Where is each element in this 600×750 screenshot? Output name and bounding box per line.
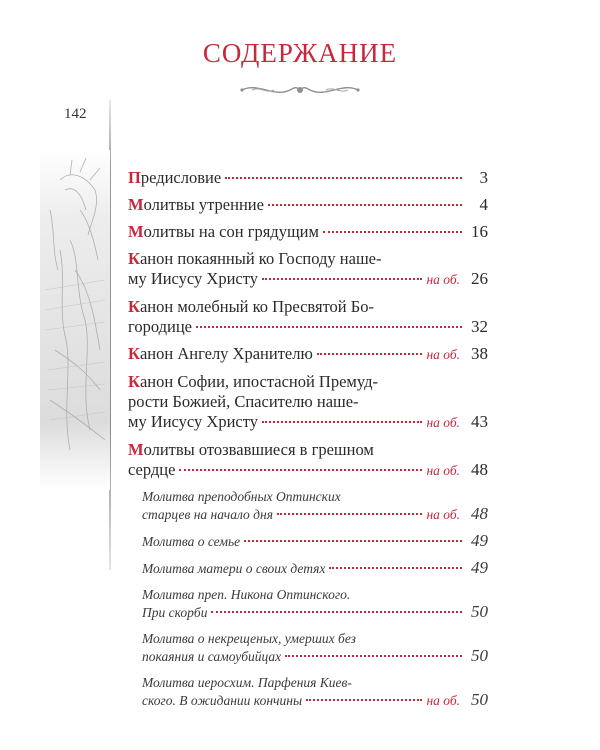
toc-entry-text: Молитва иеросхим. Парфения Киев-	[142, 675, 352, 690]
toc-entry-text: Канон Софии, ипостасной Премуд-	[128, 372, 378, 391]
toc-page-number: 4	[479, 195, 488, 214]
dot-leader	[277, 513, 422, 515]
toc-initial-letter: К	[128, 344, 140, 363]
toc-entry[interactable]	[128, 222, 488, 242]
toc-entry-title	[128, 222, 488, 242]
toc-entry-text: Предисловие	[128, 168, 222, 187]
toc-entry[interactable]	[128, 372, 488, 433]
toc-entry[interactable]	[128, 297, 488, 337]
toc-entry-title	[142, 586, 488, 621]
toc-entry-title	[128, 168, 488, 188]
toc-entry-text: Молитва о семье	[142, 534, 241, 549]
toc-page-number: 48	[471, 460, 488, 479]
toc-note: на об.	[426, 507, 460, 522]
toc-entry[interactable]	[128, 195, 488, 215]
toc-sub-entry[interactable]	[128, 532, 488, 550]
toc-entry-text: покаяния и самоубийцах	[142, 649, 282, 664]
dot-leader	[244, 540, 462, 542]
toc-entry-title	[142, 674, 488, 709]
toc-initial-letter: К	[128, 297, 140, 316]
toc-sub-entry[interactable]	[128, 674, 488, 709]
dot-leader	[268, 204, 462, 206]
toc-entry-text: Канон покаянный ко Господу наше-	[128, 249, 382, 268]
toc-page-number: 50	[471, 602, 488, 621]
toc-entry[interactable]	[128, 440, 488, 481]
dot-leader	[323, 231, 462, 233]
toc-page-number: 49	[471, 531, 488, 550]
toc-entry-title	[128, 195, 488, 215]
toc-note: на об.	[426, 463, 460, 478]
toc-entry-title	[142, 630, 488, 665]
table-of-contents	[128, 168, 488, 718]
toc-sub-entry[interactable]	[128, 586, 488, 621]
toc-page-number: 3	[479, 168, 488, 187]
toc-entry-text: Молитвы на сон грядущим	[128, 222, 319, 241]
toc-entry-title	[142, 488, 488, 523]
dot-leader	[262, 278, 422, 280]
toc-entry-text: Молитвы утренние	[128, 195, 264, 214]
toc-page-number: 48	[471, 504, 488, 523]
dot-leader	[317, 353, 423, 355]
toc-entry-text: Канон Ангелу Хранителю	[128, 344, 313, 363]
toc-page-number: 32	[471, 317, 488, 336]
toc-entry-title	[128, 249, 488, 290]
dot-leader	[211, 611, 462, 613]
toc-entry-text: городице	[128, 317, 193, 336]
toc-page-number: 43	[471, 412, 488, 431]
dot-leader	[285, 655, 462, 657]
toc-entry-text: Молитва преп. Никона Оптинского.	[142, 587, 351, 602]
toc-entry-text: ского. В ожидании кончины	[142, 693, 303, 708]
toc-entry-text: му Иисусу Христу	[128, 412, 258, 431]
toc-page-number: 50	[471, 646, 488, 665]
toc-page-number: 38	[471, 344, 488, 363]
toc-entry-text: му Иисусу Христу	[128, 269, 258, 288]
toc-note: на об.	[426, 347, 460, 362]
toc-sub-entry[interactable]	[128, 488, 488, 523]
dot-leader	[179, 469, 422, 471]
toc-entry-text: Молитвы отозвавшиеся в грешном	[128, 440, 374, 459]
toc-page-number: 16	[471, 222, 488, 241]
page-title: СОДЕРЖАНИЕ	[202, 38, 398, 68]
dot-leader	[306, 699, 422, 701]
toc-entry-text: Молитва преподобных Оптинских	[142, 489, 341, 504]
toc-page-number: 26	[471, 269, 488, 288]
toc-initial-letter: К	[128, 249, 140, 268]
toc-note: на об.	[426, 415, 460, 430]
toc-initial-letter: П	[128, 168, 141, 187]
toc-entry[interactable]	[128, 168, 488, 188]
toc-page-number: 49	[471, 558, 488, 577]
toc-entry[interactable]	[128, 344, 488, 365]
toc-entry[interactable]	[128, 249, 488, 290]
ornament-divider	[238, 80, 362, 100]
dot-leader	[225, 177, 462, 179]
toc-entry-text: сердце	[128, 460, 176, 479]
engraving-illustration	[0, 150, 110, 490]
dot-leader	[329, 567, 462, 569]
dot-leader	[196, 326, 462, 328]
toc-sub-entry[interactable]	[128, 630, 488, 665]
toc-entry-text: Молитва о некрещеных, умерших без	[142, 631, 356, 646]
toc-note: на об.	[426, 693, 460, 708]
toc-entry-title	[128, 344, 488, 365]
toc-entry-text: Канон молебный ко Пресвятой Бо-	[128, 297, 374, 316]
toc-entry-text: рости Божией, Спасителю наше-	[128, 392, 359, 411]
toc-entry-title	[128, 372, 488, 433]
toc-initial-letter: М	[128, 222, 144, 241]
dot-leader	[262, 421, 422, 423]
toc-initial-letter: М	[128, 195, 144, 214]
toc-entry-title	[128, 297, 488, 337]
toc-entry-title	[142, 559, 488, 577]
toc-entry-text: При скорби	[142, 605, 208, 620]
toc-entry-title	[128, 440, 488, 481]
toc-entry-text: Молитва матери о своих детях	[142, 561, 326, 576]
page-number: 142	[64, 106, 87, 122]
toc-entry-title	[142, 532, 488, 550]
toc-sub-entry[interactable]	[128, 559, 488, 577]
toc-initial-letter: М	[128, 440, 144, 459]
toc-note: на об.	[426, 272, 460, 287]
toc-initial-letter: К	[128, 372, 140, 391]
toc-entry-text: старцев на начало дня	[142, 507, 273, 522]
toc-page-number: 50	[471, 690, 488, 709]
